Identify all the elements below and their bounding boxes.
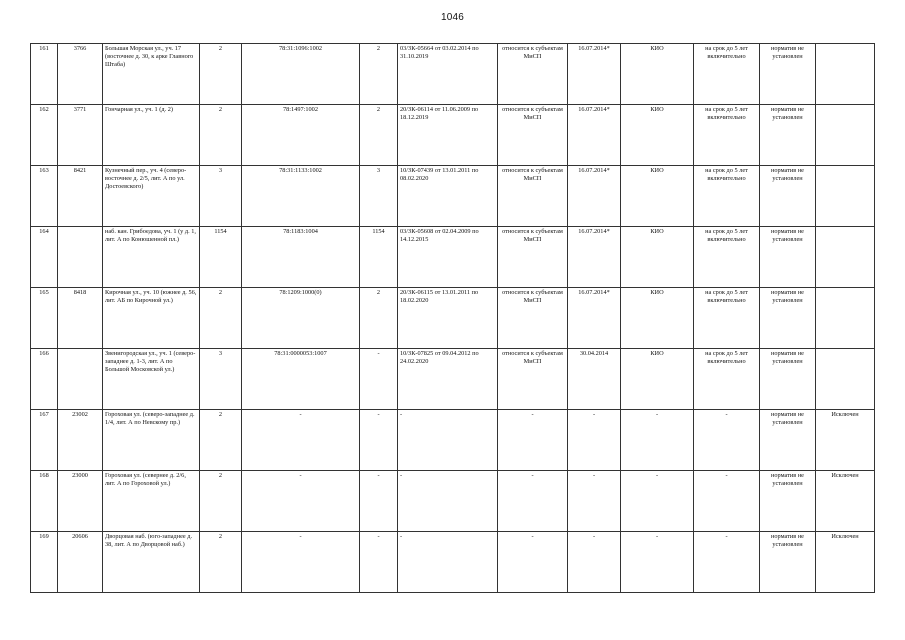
cell-contract: 03/ЗК-05608 от 02.04.2009 по 14.12.2015 — [398, 227, 498, 288]
cell-code — [58, 227, 103, 288]
cell-cadastral-number: 78:31:1133:1002 — [242, 166, 360, 227]
cell-code: 3766 — [58, 44, 103, 105]
cell-date: 16.07.2014* — [568, 44, 621, 105]
cell-contract: 03/ЗК-05664 от 03.02.2014 по 31.10.2019 — [398, 44, 498, 105]
cell-area-contract: - — [360, 471, 398, 532]
cell-note — [816, 105, 875, 166]
page-number: 1046 — [440, 12, 465, 23]
cell-term: на срок до 5 лет включительно — [694, 227, 760, 288]
cell-area: 2 — [200, 532, 242, 593]
cell-note — [816, 349, 875, 410]
cell-term: на срок до 5 лет включительно — [694, 44, 760, 105]
cell-contract: 10/ЗК-07825 от 09.04.2012 по 24.02.2020 — [398, 349, 498, 410]
cell-smb-status: относится к субъектам МиСП — [498, 44, 568, 105]
cell-authority: КИО — [621, 105, 694, 166]
cell-authority: КИО — [621, 288, 694, 349]
cell-address: Гороховая ул. (северо-западнее д. 1/4, лит. А по Невскому пр.) — [103, 410, 200, 471]
cell-area: 3 — [200, 166, 242, 227]
cell-row-number: 167 — [31, 410, 58, 471]
cell-smb-status: - — [498, 410, 568, 471]
cell-code: 23002 — [58, 410, 103, 471]
cell-code: 3771 — [58, 105, 103, 166]
cell-note — [816, 44, 875, 105]
cell-contract: - — [398, 410, 498, 471]
cell-term: на срок до 5 лет включительно — [694, 105, 760, 166]
table-row — [31, 410, 875, 471]
table-row — [31, 471, 875, 532]
cell-term: на срок до 5 лет включительно — [694, 288, 760, 349]
table-row — [31, 349, 875, 410]
cell-note — [816, 166, 875, 227]
cell-contract: - — [398, 471, 498, 532]
cell-row-number: 163 — [31, 166, 58, 227]
cell-area: 2 — [200, 410, 242, 471]
cell-area: 3 — [200, 349, 242, 410]
cell-row-number: 168 — [31, 471, 58, 532]
cell-date: - — [568, 532, 621, 593]
cell-norm: норматив не установлен — [760, 44, 816, 105]
cell-date: 16.07.2014* — [568, 105, 621, 166]
cell-cadastral-number: 78:1183:1004 — [242, 227, 360, 288]
cell-code: 23000 — [58, 471, 103, 532]
cell-row-number: 165 — [31, 288, 58, 349]
cell-note: Исключен — [816, 471, 875, 532]
cell-area-contract: 1154 — [360, 227, 398, 288]
cell-authority: КИО — [621, 227, 694, 288]
cell-address: Звенигородская ул., уч. 1 (северо-западнее д. 1-3, лит. А по Большой Московской ул.) — [103, 349, 200, 410]
cell-note: Исключен — [816, 532, 875, 593]
cell-area: 2 — [200, 288, 242, 349]
cell-norm: норматив не установлен — [760, 410, 816, 471]
cell-cadastral-number: - — [242, 410, 360, 471]
cell-code: 8418 — [58, 288, 103, 349]
cell-contract: 20/ЗК-06114 от 11.06.2009 по 18.12.2019 — [398, 105, 498, 166]
cell-date: 16.07.2014* — [568, 227, 621, 288]
cell-address: наб. кан. Грибоедова, уч. 1 (у д. 1, лит. А по Конюшенной пл.) — [103, 227, 200, 288]
cell-authority: - — [621, 532, 694, 593]
cell-date: - — [568, 410, 621, 471]
cell-area: 2 — [200, 105, 242, 166]
cell-term: на срок до 5 лет включительно — [694, 166, 760, 227]
cell-smb-status: - — [498, 471, 568, 532]
cell-term: на срок до 5 лет включительно — [694, 349, 760, 410]
cell-norm: норматив не установлен — [760, 227, 816, 288]
cell-smb-status: - — [498, 532, 568, 593]
cell-date: 30.04.2014 — [568, 349, 621, 410]
cell-contract: 20/ЗК-06115 от 13.01.2011 по 18.02.2020 — [398, 288, 498, 349]
cell-address: Кузнечный пер., уч. 4 (северо-восточнее д. 2/5, лит. А по ул. Достоевского) — [103, 166, 200, 227]
cell-area: 2 — [200, 471, 242, 532]
cell-area-contract: - — [360, 532, 398, 593]
cell-area-contract: - — [360, 349, 398, 410]
table-row — [31, 288, 875, 349]
cell-norm: норматив не установлен — [760, 471, 816, 532]
cell-norm: норматив не установлен — [760, 166, 816, 227]
cell-authority: КИО — [621, 44, 694, 105]
cell-code: 20606 — [58, 532, 103, 593]
cell-smb-status: относится к субъектам МиСП — [498, 166, 568, 227]
cell-address: Кирочная ул., уч. 10 (южнее д. 56, лит. АБ по Кирочной ул.) — [103, 288, 200, 349]
cell-area-contract: 3 — [360, 166, 398, 227]
cell-norm: норматив не установлен — [760, 532, 816, 593]
cell-code — [58, 349, 103, 410]
cell-cadastral-number: 78:1497:1002 — [242, 105, 360, 166]
cell-authority: - — [621, 471, 694, 532]
table-row — [31, 44, 875, 105]
cell-date: - — [568, 471, 621, 532]
cell-area-contract: 2 — [360, 105, 398, 166]
table-row — [31, 532, 875, 593]
cell-row-number: 166 — [31, 349, 58, 410]
cell-row-number: 161 — [31, 44, 58, 105]
cell-cadastral-number: 78:31:1096:1002 — [242, 44, 360, 105]
cell-cadastral-number: - — [242, 532, 360, 593]
cell-date: 16.07.2014* — [568, 288, 621, 349]
cell-cadastral-number: 78:1209:1000(0) — [242, 288, 360, 349]
cell-cadastral-number: 78:31:0000053:1007 — [242, 349, 360, 410]
cell-note: Исключен — [816, 410, 875, 471]
cell-smb-status: относится к субъектам МиСП — [498, 105, 568, 166]
cell-area-contract: 2 — [360, 288, 398, 349]
cell-cadastral-number: - — [242, 471, 360, 532]
cell-authority: КИО — [621, 166, 694, 227]
cell-date: 16.07.2014* — [568, 166, 621, 227]
cell-area: 2 — [200, 44, 242, 105]
cell-area-contract: 2 — [360, 44, 398, 105]
cell-term: - — [694, 532, 760, 593]
cell-area-contract: - — [360, 410, 398, 471]
cell-authority: - — [621, 410, 694, 471]
cell-note — [816, 288, 875, 349]
table-row — [31, 166, 875, 227]
cell-term: - — [694, 410, 760, 471]
cell-row-number: 162 — [31, 105, 58, 166]
cell-contract: 10/ЗК-07439 от 13.01.2011 по 08.02.2020 — [398, 166, 498, 227]
register-table — [30, 43, 875, 593]
cell-smb-status: относится к субъектам МиСП — [498, 227, 568, 288]
cell-area: 1154 — [200, 227, 242, 288]
cell-norm: норматив не установлен — [760, 288, 816, 349]
cell-address: Гончарная ул., уч. 1 (д. 2) — [103, 105, 200, 166]
cell-term: - — [694, 471, 760, 532]
cell-row-number: 164 — [31, 227, 58, 288]
cell-code: 8421 — [58, 166, 103, 227]
table-row — [31, 227, 875, 288]
cell-norm: норматив не установлен — [760, 349, 816, 410]
cell-contract: - — [398, 532, 498, 593]
cell-address: Дворцовая наб. (юго-западнее д. 38, лит. А по Дворцовой наб.) — [103, 532, 200, 593]
cell-smb-status: относится к субъектам МиСП — [498, 349, 568, 410]
cell-address: Большая Морская ул., уч. 17 (восточнее д. 30, к арке Главного Штаба) — [103, 44, 200, 105]
cell-smb-status: относится к субъектам МиСП — [498, 288, 568, 349]
cell-norm: норматив не установлен — [760, 105, 816, 166]
cell-row-number: 169 — [31, 532, 58, 593]
cell-authority: КИО — [621, 349, 694, 410]
table-row — [31, 105, 875, 166]
cell-address: Гороховая ул. (севернее д. 2/6, лит. А по Гороховой ул.) — [103, 471, 200, 532]
cell-note — [816, 227, 875, 288]
